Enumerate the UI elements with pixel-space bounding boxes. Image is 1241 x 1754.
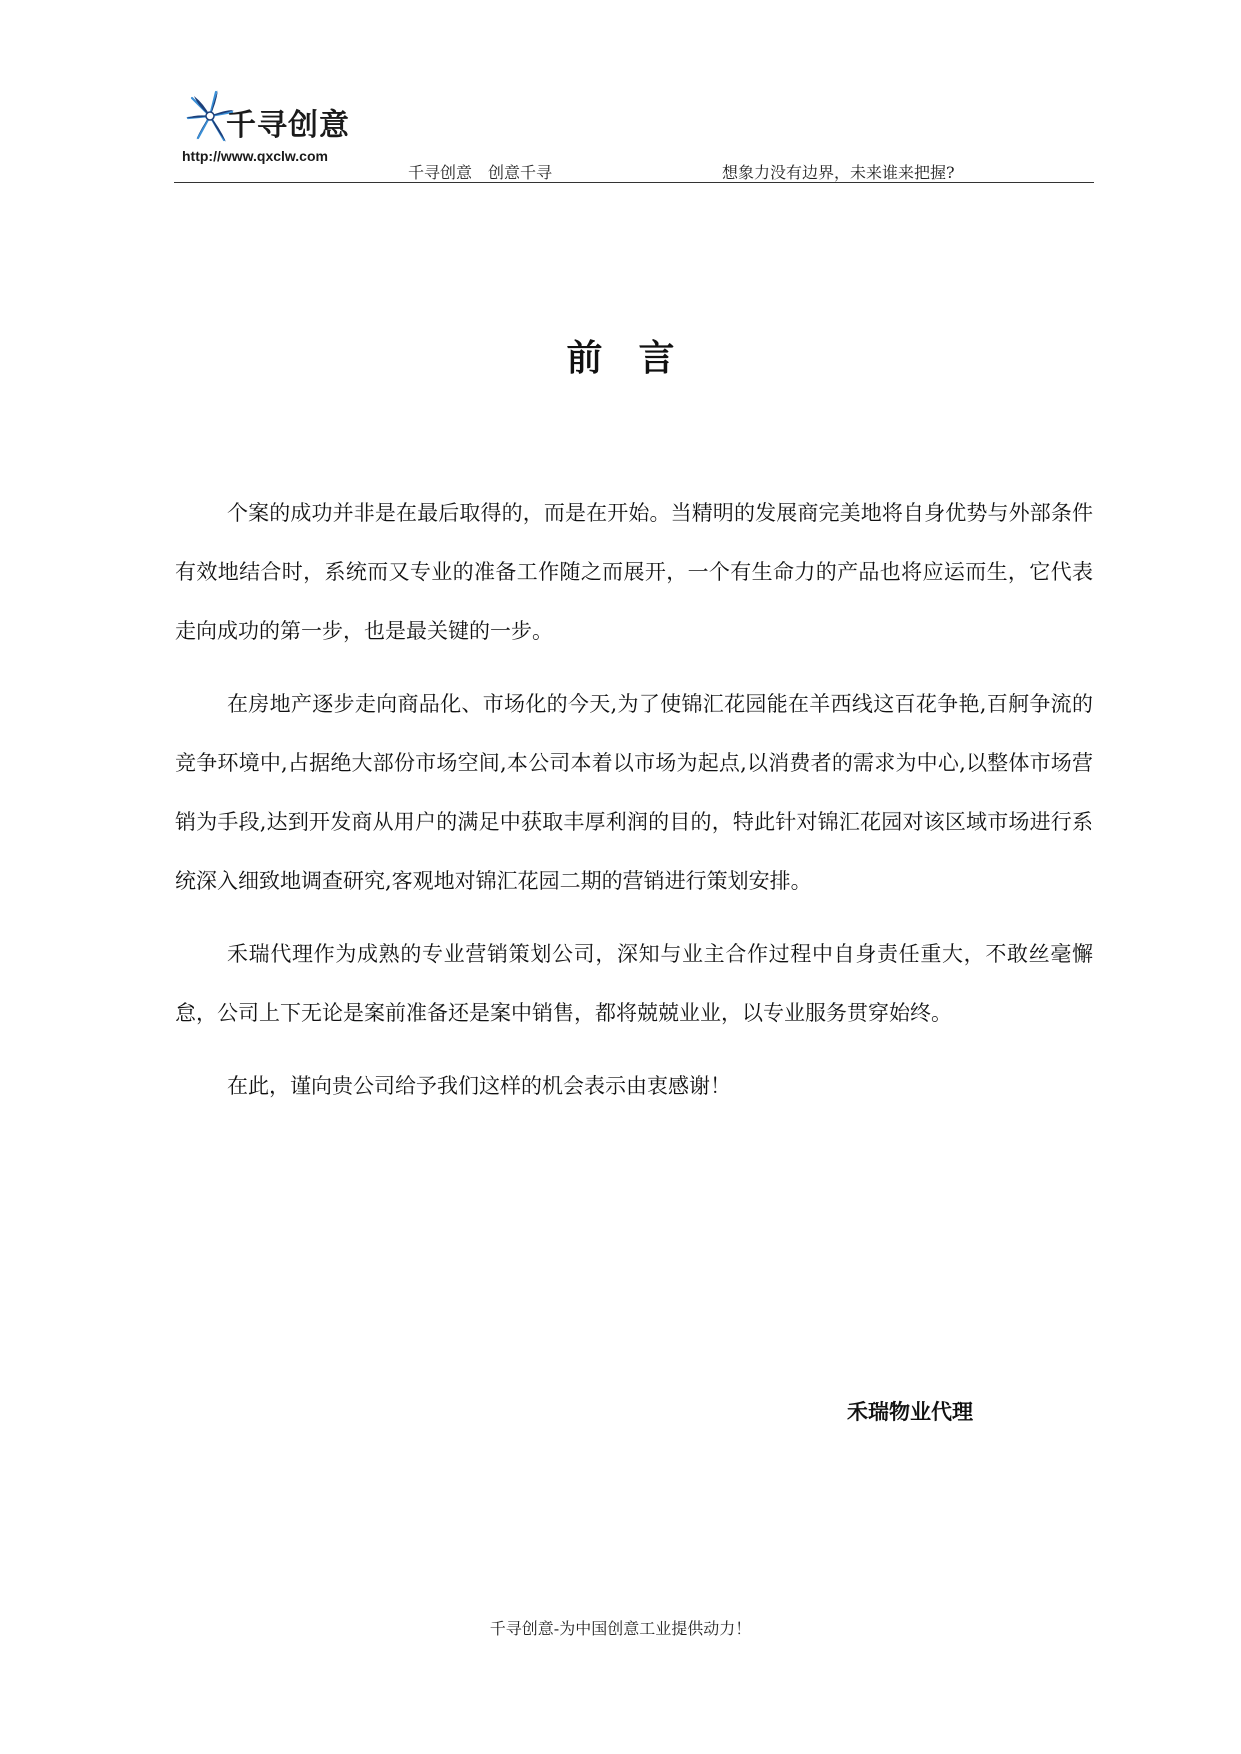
paragraph-3: 禾瑞代理作为成熟的专业营销策划公司，深知与业主合作过程中自身责任重大，不敢丝毫懈怠，公司上下无论是案前准备还是案中销售，都将兢兢业业，以专业服务贯穿始终。: [175, 942, 1093, 1025]
logo-url: http://www.qxclw.com: [182, 148, 328, 164]
logo-name: 千寻创意: [226, 108, 350, 143]
header-tagline-right: 想象力没有边界，未来谁来把握?: [722, 163, 955, 182]
paragraph-1: 个案的成功并非是在最后取得的，而是在开始。当精明的发展商完美地将自身优势与外部条件有效地结合时，系统而又专业的准备工作随之而展开，一个有生命力的产品也将应运而生，它代表走向成功的第一步，也是最关键的一步。: [175, 501, 1093, 643]
header-divider: [174, 182, 1094, 183]
preface-body: [175, 484, 1093, 1130]
paragraph-2: 在房地产逐步走向商品化、市场化的今天,为了使锦汇花园能在羊西线这百花争艳,百舸争流的竞争环境中,占据绝大部份市场空间,本公司本着以市场为起点,以消费者的需求为中心,以整体市场营销为手段,达到开发商从用户的满足中获取丰厚利润的目的，特此针对锦汇花园对该区域市场进行系统深入细致地调查研究,客观地对锦汇花园二期的营销进行策划安排。: [175, 692, 1093, 893]
page-title: 前言: [566, 338, 711, 379]
header-tagline-left: 千寻创意 创意千寻: [408, 163, 553, 182]
page-footer: 千寻创意-为中国创意工业提供动力！: [489, 1619, 752, 1638]
page-header: [174, 88, 1094, 184]
paragraph-4: 在此，谨向贵公司给予我们这样的机会表示由衷感谢！: [227, 1074, 731, 1098]
signature: 禾瑞物业代理: [847, 1400, 973, 1424]
